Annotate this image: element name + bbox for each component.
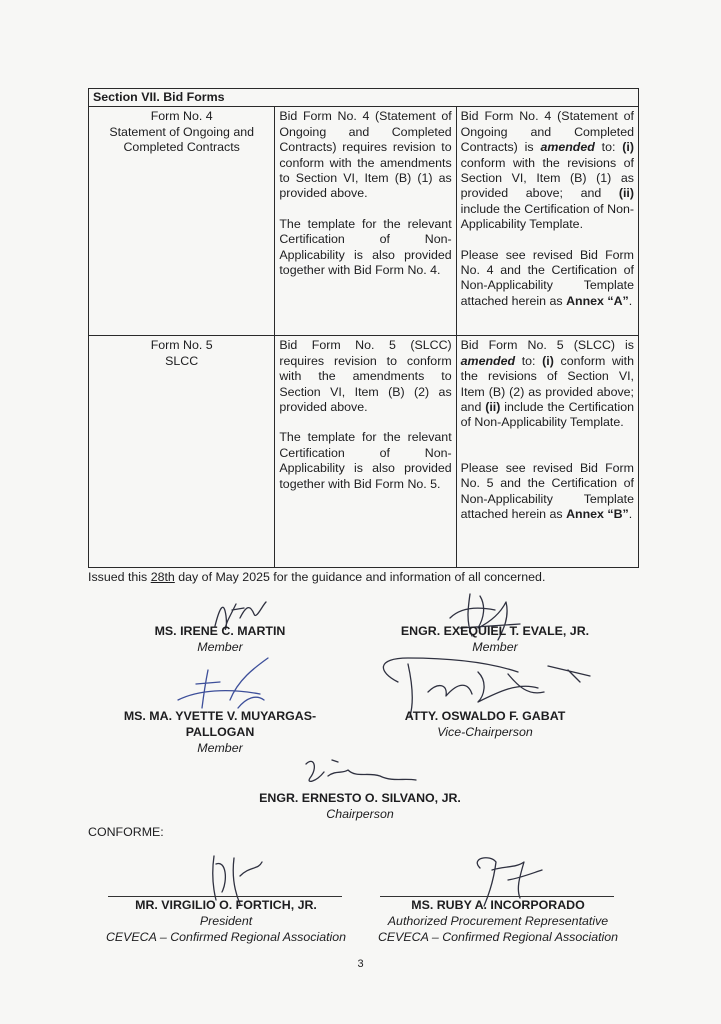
signatory-organization: CEVECA – Confirmed Regional Association: [105, 930, 347, 944]
signatory-role: Chairperson: [326, 807, 394, 821]
table-row: [89, 336, 639, 568]
signatory-name-line1: MS. MA. YVETTE V. MUYARGAS-: [123, 709, 317, 723]
signatory-incorporado: [362, 897, 634, 945]
issue-paragraph: The template for the relevant Certification of Non-Applicability is also provided together with Bid Form No. 5.: [279, 430, 452, 491]
issue-cell: [275, 107, 456, 336]
form-cell: [89, 336, 275, 568]
signatory-name: ATTY. OSWALDO F. GABAT: [404, 709, 566, 723]
table-row: [89, 107, 639, 336]
signatory-fortich: [95, 897, 357, 945]
amendment-cell: [456, 336, 638, 568]
amendment-paragraph: Bid Form No. 5 (SLCC) is amended to: (i) conform with the revisions of Section VI, Item (B) (2) as provided above; and (ii) include the Certification of Non-Applicability Template.: [460, 338, 634, 430]
form-name: SLCC: [165, 353, 199, 368]
signatory-role: Member: [197, 741, 243, 755]
signatory-name: ENGR. EXEQUIEL T. EVALE, JR.: [400, 624, 590, 638]
issue-paragraph: The template for the relevant Certification of Non-Applicability is also provided together with Bid Form No. 4.: [279, 216, 452, 278]
issue-paragraph: Bid Form No. 4 (Statement of Ongoing and Completed Contracts) requires revision to conform with the amendments to Section VI, Item (B) (1) as provided above.: [279, 109, 452, 201]
signatory-name: ENGR. ERNESTO O. SILVANO, JR.: [259, 791, 461, 805]
signatory-role: Member: [197, 640, 243, 654]
amendment-cell: [456, 107, 638, 336]
signatory-organization: CEVECA – Confirmed Regional Association: [377, 930, 619, 944]
signatory-gabat: [375, 708, 595, 740]
signature-silvano: [296, 752, 426, 792]
form-name: Statement of Ongoing and Completed Contracts: [109, 124, 255, 155]
signatory-silvano: [220, 790, 500, 822]
signatory-name: MR. VIRGILIO O. FORTICH, JR.: [135, 898, 317, 912]
issue-cell: [275, 336, 456, 568]
issuance-statement: Issued this 28th day of May 2025 for the guidance and information of all concerned.: [88, 570, 546, 584]
signatory-name: MS. RUBY A. INCORPORADO: [411, 898, 585, 912]
signatory-role: Member: [472, 640, 518, 654]
form-cell: [89, 107, 275, 336]
signatory-role: Authorized Procurement Representative: [387, 914, 609, 928]
form-number: Form No. 4: [150, 109, 213, 124]
bid-forms-table: [88, 88, 639, 568]
signatory-role: President: [199, 914, 253, 928]
signatory-name-line2: PALLOGAN: [185, 725, 255, 739]
signatory-muyargas: [100, 708, 340, 756]
amendment-paragraph: Bid Form No. 4 (Statement of Ongoing and Completed Contracts) is amended to: (i) conform with the revisions of Section VI, Item (B) (1) as provided above; and (ii) include the Certification of Non-Applicability Template.: [460, 109, 634, 232]
page-number: 3: [357, 958, 364, 970]
signatory-name: MS. IRENE C. MARTIN: [154, 624, 286, 638]
issue-paragraph: Bid Form No. 5 (SLCC) requires revision to conform with the amendments to Section VI, Item (B) (2) as provided above.: [279, 338, 452, 415]
form-number: Form No. 5: [150, 338, 213, 353]
section-title: Section VII. Bid Forms: [89, 89, 639, 107]
annex-reference: Please see revised Bid Form No. 5 and the Certification of Non-Applicability Template attached herein as Annex “B”.: [460, 460, 634, 522]
signatory-evale: [380, 623, 610, 655]
conforme-label: CONFORME:: [88, 825, 164, 839]
signatory-role: Vice-Chairperson: [437, 725, 533, 739]
annex-reference: Please see revised Bid Form No. 4 and the Certification of Non-Applicability Template attached herein as Annex “A”.: [460, 247, 634, 308]
